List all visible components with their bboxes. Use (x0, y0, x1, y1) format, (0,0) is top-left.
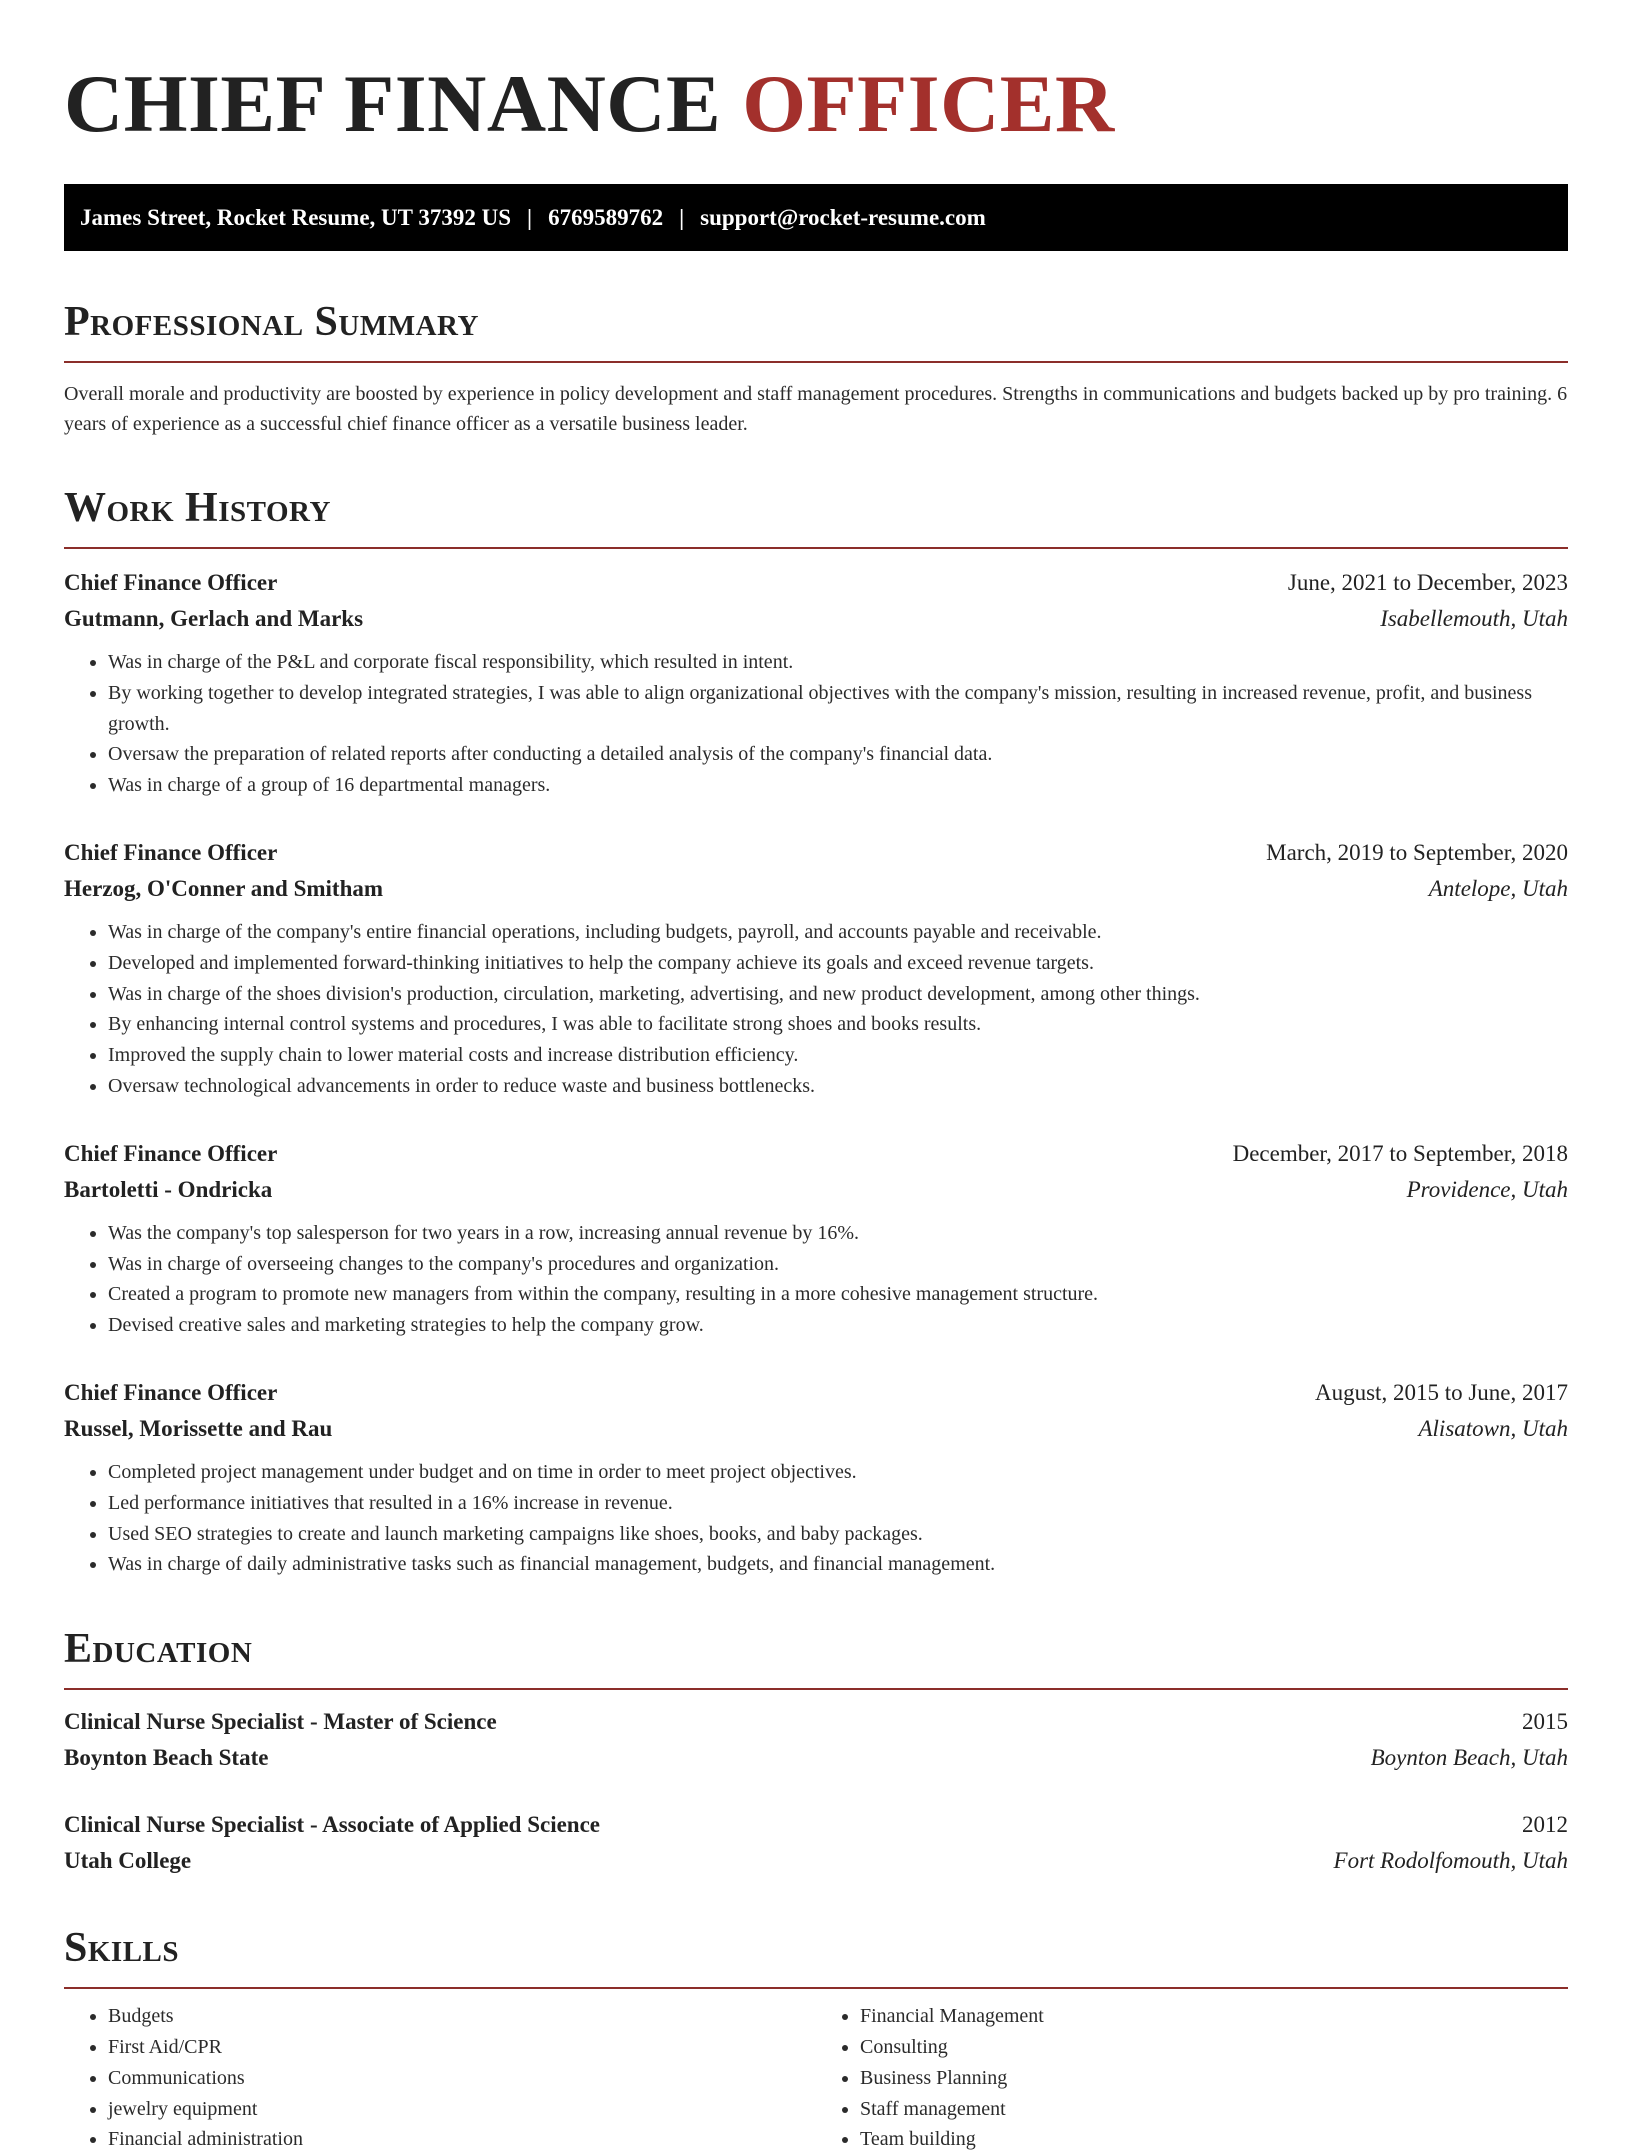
job-bullet: • Was in charge of the shoes division's production, circulation, marketing, advertising, and new product development, among other things. (108, 979, 1568, 1010)
job-bullet: • Was in charge of the company's entire financial operations, including budgets, payroll, and accounts payable and receivable. (108, 917, 1568, 948)
skills-column-right (816, 2001, 1568, 2155)
job-bullet: • Oversaw technological advancements in order to reduce waste and business bottlenecks. (108, 1071, 1568, 1102)
job-bullet: • By working together to develop integrated strategies, I was able to align organizational objectives with the company's mission, resulting in increased revenue, profit, and business growth. (108, 678, 1568, 740)
job-company: Russel, Morissette and Rau (64, 1415, 333, 1441)
contact-bar (64, 184, 1568, 251)
job-title: Chief Finance Officer (64, 839, 278, 865)
job-bullet: • Created a program to promote new managers from within the company, resulting in a more cohesive management structure. (108, 1279, 1568, 1310)
resume-name (64, 0, 1568, 150)
job-bullet: • Was in charge of a group of 16 departmental managers. (108, 770, 1568, 801)
skill-item: • Business Planning (860, 2063, 1568, 2094)
job-company-row (64, 601, 1568, 637)
education-location: Fort Rodolfomouth, Utah (1333, 1848, 1568, 1874)
job-dates: March, 2019 to September, 2020 (1266, 839, 1568, 865)
job-title: Chief Finance Officer (64, 570, 278, 595)
education-school-row (64, 1740, 1568, 1776)
name-accent: OFFICER (742, 58, 1115, 149)
job-dates: August, 2015 to June, 2017 (1315, 1379, 1568, 1405)
education-degree: Clinical Nurse Specialist - Associate of Applied Science (64, 1812, 601, 1838)
job-location: Providence, Utah (1406, 1176, 1568, 1202)
job-bullet: • Oversaw the preparation of related reports after conducting a detailed analysis of the company's financial data. (108, 739, 1568, 770)
job-title: Chief Finance Officer (64, 1140, 278, 1166)
skill-item: • Consulting (860, 2032, 1568, 2063)
job-dates: June, 2021 to December, 2023 (1287, 570, 1568, 595)
job-entry (64, 1136, 1568, 1341)
name-first: CHIEF FINANCE (64, 58, 722, 149)
contact-phone: 6769589762 (548, 204, 664, 230)
education-entry (64, 1704, 1568, 1776)
skill-item: • Team building (860, 2124, 1568, 2155)
education-entry (64, 1807, 1568, 1879)
job-bullet: • Was the company's top salesperson for two years in a row, increasing annual revenue by 16%. (108, 1218, 1568, 1249)
job-company: Herzog, O'Conner and Smitham (64, 875, 384, 901)
job-header-row (64, 565, 1568, 601)
job-entry (64, 565, 1568, 801)
job-entry (64, 1375, 1568, 1580)
job-bullet: • Devised creative sales and marketing strategies to help the company grow. (108, 1310, 1568, 1341)
education-degree-row (64, 1704, 1568, 1740)
contact-separator: | (679, 204, 685, 230)
job-bullet: • Led performance initiatives that resulted in a 16% increase in revenue. (108, 1488, 1568, 1519)
skills-heading: Skills (64, 1923, 1568, 1989)
job-company: Bartoletti - Ondricka (64, 1176, 273, 1202)
education-location: Boynton Beach, Utah (1370, 1745, 1568, 1771)
job-entry (64, 835, 1568, 1102)
education-year: 2015 (1522, 1709, 1568, 1735)
job-header-row (64, 835, 1568, 871)
job-bullets (64, 917, 1568, 1102)
job-company-row (64, 1411, 1568, 1447)
job-company-row (64, 1172, 1568, 1208)
education-degree-row (64, 1807, 1568, 1843)
skill-item: • First Aid/CPR (108, 2032, 816, 2063)
job-company: Gutmann, Gerlach and Marks (64, 606, 364, 631)
summary-text: Overall morale and productivity are boosted by experience in policy development and staff management procedures. Strengths in communications and budgets backed up by pro training. 6 years of experience as a successful chief finance officer as a versatile business leader. (64, 383, 1568, 435)
job-header-row (64, 1375, 1568, 1411)
job-bullet: • Was in charge of the P&L and corporate fiscal responsibility, which resulted in intent. (108, 647, 1568, 678)
education-heading: Education (64, 1624, 1568, 1690)
job-bullet: • Developed and implemented forward-thinking initiatives to help the company achieve its goals and exceed revenue targets. (108, 948, 1568, 979)
job-location: Alisatown, Utah (1418, 1415, 1568, 1441)
job-header-row (64, 1136, 1568, 1172)
summary-heading: Professional Summary (64, 297, 1568, 363)
job-bullet: • Used SEO strategies to create and launch marketing campaigns like shoes, books, and baby packages. (108, 1519, 1568, 1550)
job-company-row (64, 871, 1568, 907)
skill-item: • jewelry equipment (108, 2094, 816, 2125)
contact-address: James Street, Rocket Resume, UT 37392 US (80, 204, 511, 230)
skill-item: • Communications (108, 2063, 816, 2094)
education-school: Utah College (64, 1848, 192, 1874)
job-bullet: • Completed project management under budget and on time in order to meet project objectives. (108, 1457, 1568, 1488)
job-title: Chief Finance Officer (64, 1379, 278, 1405)
job-location: Antelope, Utah (1428, 875, 1568, 901)
job-bullet: • Was in charge of overseeing changes to the company's procedures and organization. (108, 1249, 1568, 1280)
education-degree: Clinical Nurse Specialist - Master of Science (64, 1709, 497, 1735)
skill-item: • Financial Management (860, 2001, 1568, 2032)
job-bullet: • Was in charge of daily administrative tasks such as financial management, budgets, and financial management. (108, 1549, 1568, 1580)
education-year: 2012 (1522, 1812, 1568, 1838)
skill-item: • Staff management (860, 2094, 1568, 2125)
job-bullet: • Improved the supply chain to lower material costs and increase distribution efficiency. (108, 1040, 1568, 1071)
contact-separator: | (526, 204, 533, 230)
job-location: Isabellemouth, Utah (1380, 606, 1568, 631)
job-bullets (64, 647, 1568, 801)
skill-item: • Financial administration (108, 2124, 816, 2155)
job-bullets (64, 1457, 1568, 1580)
job-bullets (64, 1218, 1568, 1341)
work-history-heading: Work History (64, 483, 1568, 549)
job-bullet: • By enhancing internal control systems and procedures, I was able to facilitate strong shoes and books results. (108, 1009, 1568, 1040)
skills-list (64, 2001, 1568, 2155)
education-school-row (64, 1843, 1568, 1879)
job-dates: December, 2017 to September, 2018 (1232, 1140, 1568, 1166)
contact-email: support@rocket-resume.com (700, 204, 986, 230)
skills-column-left (64, 2001, 816, 2155)
education-school: Boynton Beach State (64, 1745, 269, 1771)
skill-item: • Budgets (108, 2001, 816, 2032)
